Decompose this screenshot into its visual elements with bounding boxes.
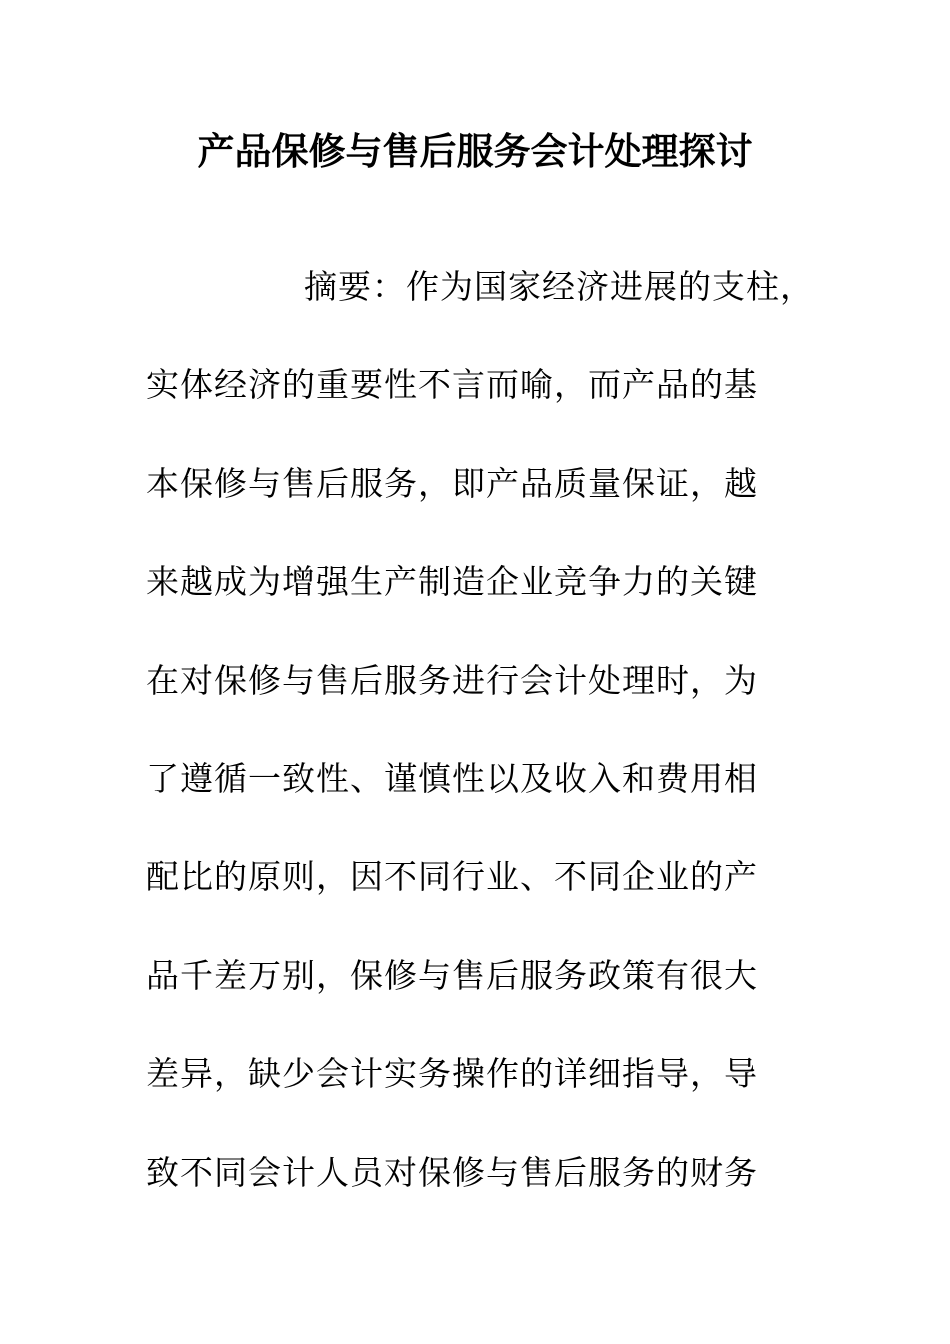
abstract-line-4: 来越成为增强生产制造企业竞争力的关键 (146, 562, 758, 601)
abstract-line-3: 本保修与售后服务，即产品质量保证，越 (146, 464, 758, 503)
abstract-line-5: 在对保修与售后服务进行会计处理时，为 (146, 661, 758, 700)
abstract-line-8: 品千差万别，保修与售后服务政策有很大 (146, 956, 758, 995)
abstract-line-1: 摘要：作为国家经济进展的支柱， (304, 267, 814, 306)
document-title: 产品保修与售后服务会计处理探讨 (197, 130, 753, 173)
abstract-line-2: 实体经济的重要性不言而喻，而产品的基 (146, 365, 758, 404)
abstract-line-7: 配比的原则，因不同行业、不同企业的产 (146, 857, 758, 896)
abstract-line-6: 了遵循一致性、谨慎性以及收入和费用相 (146, 759, 758, 798)
abstract-line-10: 致不同会计人员对保修与售后服务的财务 (146, 1153, 758, 1192)
abstract-line-9: 差异，缺少会计实务操作的详细指导，导 (146, 1054, 758, 1093)
